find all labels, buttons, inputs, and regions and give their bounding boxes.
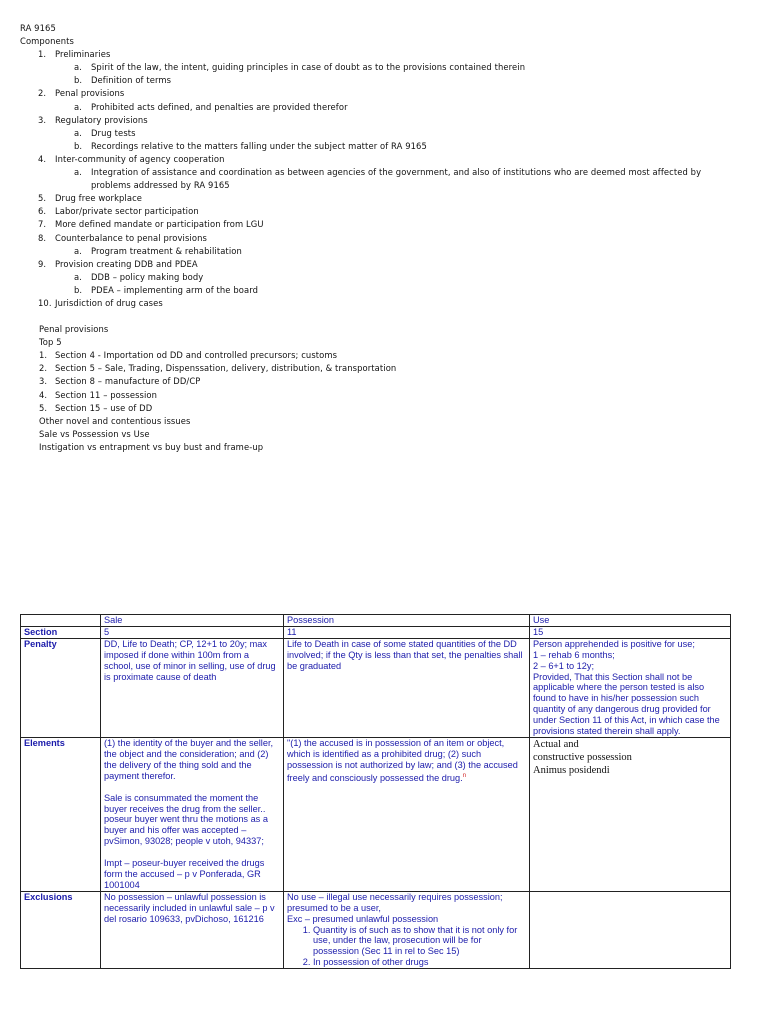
sub-list-item-continuation: problems addressed by RA 9165 — [91, 180, 230, 191]
list-item: 3. Regulatory provisions — [38, 114, 148, 125]
sub-list-item: a. Spirit of the law, the intent, guiding principles in case of doubt as to the provisions contained therein — [74, 62, 526, 73]
sub-list-item: a. DDB – policy making body — [74, 271, 204, 282]
top5-item: 3. Section 8 – manufacture of DD/CP — [39, 376, 201, 387]
top5-item: 2. Section 5 – Sale, Trading, Dispenssation, delivery, distribution, & transportation — [39, 363, 397, 374]
document-title: RA 9165 — [20, 23, 56, 33]
list-item: 10. Jurisdiction of drug cases — [38, 297, 163, 308]
list-item: 8. Counterbalance to penal provisions — [38, 232, 207, 243]
header-use: Use — [530, 615, 731, 627]
list-item: 5. Drug free workplace — [38, 193, 143, 204]
top5-item: 1. Section 4 - Importation od DD and controlled precursors; customs — [39, 350, 338, 361]
row-label-exclusions: Exclusions — [21, 891, 101, 968]
elements-sale: (1) the identity of the buyer and the seller, the object and the consideration; and (2) the delivery of the thing sold and the payment therefor. Sale is consummated the moment the buyer receives the drug from the seller.. poseur buyer went thru the motions as a buyer and his offer was accepted – pvSimon, 93028; people v utoh, 94337; Impt – poseur-buyer received the drugs form the accused – p v Ponferada, GR 1001004 — [101, 737, 284, 891]
exclusions-sale: No possession – unlawful possession is necessarily included in unlawful sale – p v del rosario 109633, pvDichoso, 161216 — [101, 891, 284, 968]
list-item: 4. Inter-community of agency cooperation — [38, 153, 225, 164]
outline-section — [20, 22, 750, 454]
issue-line: Sale vs Possession vs Use — [39, 428, 150, 439]
other-issues-heading: Other novel and contentious issues — [39, 415, 191, 426]
list-item: 2. Penal provisions — [38, 88, 125, 99]
sub-list-item: a. Prohibited acts defined, and penalties are provided therefor — [74, 101, 348, 112]
table-row — [21, 737, 731, 891]
components-heading: Components — [20, 36, 74, 47]
list-item: 2. In possession of other drugs — [313, 957, 526, 968]
list-item: 6. Labor/private sector participation — [38, 206, 199, 217]
list-item: 1. Quantity is of such as to show that it is not only for use, under the law, prosecution will be for possession (Sec 11 in rel to Sec 15) — [313, 925, 526, 958]
list-item: 1. Preliminaries — [38, 49, 111, 60]
table-corner-cell — [21, 615, 101, 627]
elements-use: Actual and constructive possession Animus posidendi — [530, 737, 731, 891]
penalty-use: Person apprehended is positive for use; 1 – rehab 6 months; 2 – 6+1 to 12y; Provided, That this Section shall not be applicable where the person tested is also found to have in his/her possession such quantity of any dangerous drug provided for under Section 11 of this Act, in which case the provisions stated therein shall apply. — [530, 638, 731, 737]
sub-list-item: a. Program treatment & rehabilitation — [74, 245, 242, 256]
row-label-penalty: Penalty — [21, 638, 101, 737]
top5-item: 4. Section 11 – possession — [39, 389, 158, 400]
sub-list-item: b. Definition of terms — [74, 75, 172, 86]
exclusions-use — [530, 891, 731, 968]
section-possession: 11 — [284, 626, 530, 638]
row-label-elements: Elements — [21, 737, 101, 891]
penalty-possession: Life to Death in case of some stated quantities of the DD involved; if the Qty is less than that set, the penalties shall be graduated — [284, 638, 530, 737]
list-item: 7. More defined mandate or participation from LGU — [38, 219, 264, 230]
comparison-table — [20, 614, 731, 969]
top5-item: 5. Section 15 – use of DD — [39, 402, 153, 413]
table-row — [21, 638, 731, 737]
row-label-section: Section — [21, 626, 101, 638]
issue-line: Instigation vs entrapment vs buy bust and frame-up — [39, 441, 264, 452]
footnote-marker: n — [462, 772, 467, 779]
table-row — [21, 626, 731, 638]
sub-list-item: a. Drug tests — [74, 127, 136, 138]
table-header-row — [21, 615, 731, 627]
sub-list-item: b. PDEA – implementing arm of the board — [74, 284, 259, 295]
sub-list-item: a. Integration of assistance and coordination as between agencies of the government, and also of institutions who are deemed most affected by — [74, 167, 702, 178]
header-sale: Sale — [101, 615, 284, 627]
exclusions-list — [287, 925, 526, 969]
exclusions-possession: No use – illegal use necessarily requires possession; presumed to be a user, Exc – presumed unlawful possession 1. Quantity is of such as to show that it is not only for use, under the law, prosecution will be for possession (Sec 11 in rel to Sec 15) 2. In possession of other drugs — [284, 891, 530, 968]
sub-list-item: b. Recordings relative to the matters falling under the subject matter of RA 9165 — [74, 140, 427, 151]
penalty-sale: DD, Life to Death; CP, 12+1 to 20y; max imposed if done within 100m from a school, use of minor in selling, use of drug is proximate cause of death — [101, 638, 284, 737]
section-use: 15 — [530, 626, 731, 638]
top-heading: Top 5 — [39, 337, 62, 348]
elements-possession: "(1) the accused is in possession of an item or object, which is identified as a prohibited drug; (2) such possession is not authorized by law; and (3) the accused freely and consciously possessed the drug.$^n$ — [284, 737, 530, 891]
penal-heading: Penal provisions — [39, 324, 109, 335]
header-possession: Possession — [284, 615, 530, 627]
section-sale: 5 — [101, 626, 284, 638]
table-row — [21, 891, 731, 968]
list-item: 9. Provision creating DDB and PDEA — [38, 258, 198, 269]
